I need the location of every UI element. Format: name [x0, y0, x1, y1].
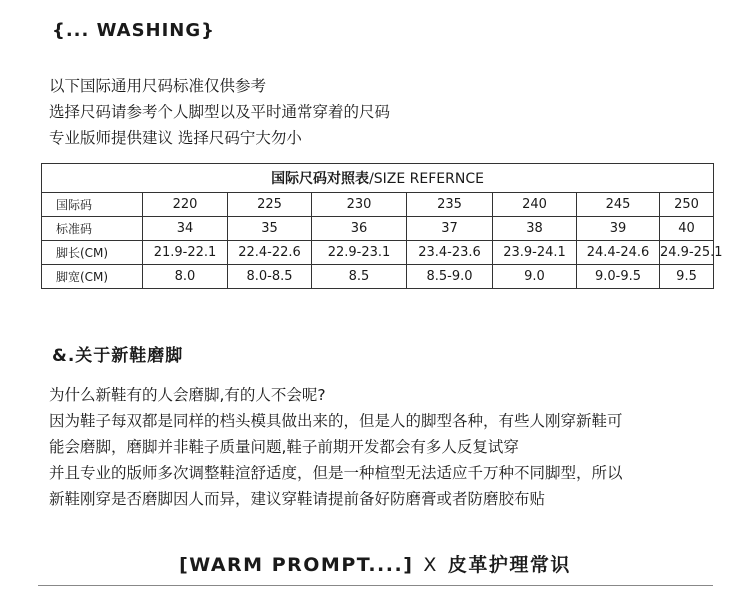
size-reference-table — [41, 163, 723, 289]
table-cell: 245 — [577, 193, 660, 217]
table-cell: 9.0-9.5 — [577, 265, 660, 289]
table-row — [42, 241, 714, 265]
table-cell: 35 — [228, 217, 312, 241]
table-cell: 8.5-9.0 — [407, 265, 493, 289]
table-cell: 21.9-22.1 — [143, 241, 228, 265]
reason-line: 能会磨脚，磨脚并非鞋子质量问题,鞋子前期开发都会有多人反复试穿 — [49, 438, 519, 456]
table-cell: 225 — [228, 193, 312, 217]
footer-warm-prompt: [WARM PROMPT....] — [179, 554, 414, 576]
table-cell: 22.4-22.6 — [228, 241, 312, 265]
washing-heading: {... WASHING} — [52, 20, 215, 41]
table-cell: 240 — [493, 193, 577, 217]
table-cell: 230 — [312, 193, 407, 217]
row-label: 脚长(CM) — [42, 241, 143, 265]
footer-leather-care: 皮革护理常识 — [447, 554, 571, 576]
row-label: 脚宽(CM) — [42, 265, 143, 289]
reason-line: 新鞋刚穿是否磨脚因人而异，建议穿鞋请提前备好防磨膏或者防磨胶布贴 — [49, 490, 546, 508]
table-cell: 24.9-25.1 — [660, 241, 714, 265]
table-caption-cn: 国际尺码对照表 — [271, 171, 370, 187]
footer-separator: X — [423, 554, 438, 576]
table-body — [42, 193, 723, 289]
footer-divider — [38, 585, 713, 586]
table-cell: 8.5 — [312, 265, 407, 289]
table-cell: 37 — [407, 217, 493, 241]
intro-line: 选择尺码请参考个人脚型以及平时通常穿着的尺码 — [49, 103, 391, 121]
table-cell: 34 — [143, 217, 228, 241]
table-cell: 22.9-23.1 — [312, 241, 407, 265]
table-cell: 24.4-24.6 — [577, 241, 660, 265]
row-label: 标准码 — [42, 217, 143, 241]
new-shoes-heading: &.关于新鞋磨脚 — [52, 346, 184, 366]
table-cell: 8.0 — [143, 265, 228, 289]
table-row — [42, 265, 714, 289]
table-cell: 23.9-24.1 — [493, 241, 577, 265]
reason-line: 为什么新鞋有的人会磨脚,有的人不会呢? — [49, 386, 326, 404]
table-cell: 9.0 — [493, 265, 577, 289]
table-cell: 36 — [312, 217, 407, 241]
intro-text — [49, 73, 390, 151]
table-cell: 23.4-23.6 — [407, 241, 493, 265]
table-row — [42, 193, 714, 217]
table-cell: 38 — [493, 217, 577, 241]
table-cell: 235 — [407, 193, 493, 217]
table-cell: 9.5 — [660, 265, 714, 289]
table-caption-en: /SIZE REFERNCE — [369, 171, 484, 187]
footer-banner — [0, 550, 750, 577]
row-label: 国际码 — [42, 193, 143, 217]
intro-line: 以下国际通用尺码标准仅供参考 — [49, 77, 267, 95]
intro-line: 专业版师提供建议 选择尺码宁大勿小 — [49, 129, 302, 147]
table-row — [42, 217, 714, 241]
reason-line: 因为鞋子每双都是同样的档头模具做出来的，但是人的脚型各种，有些人刚穿新鞋可 — [49, 412, 623, 430]
table-caption — [42, 164, 714, 193]
table-cell: 8.0-8.5 — [228, 265, 312, 289]
reason-line: 并且专业的版师多次调整鞋渲舒适度，但是一种楦型无法适应千万种不同脚型，所以 — [49, 464, 623, 482]
new-shoes-text — [49, 382, 623, 512]
table-cell: 39 — [577, 217, 660, 241]
table-cell: 220 — [143, 193, 228, 217]
table-cell: 250 — [660, 193, 714, 217]
table-cell: 40 — [660, 217, 714, 241]
